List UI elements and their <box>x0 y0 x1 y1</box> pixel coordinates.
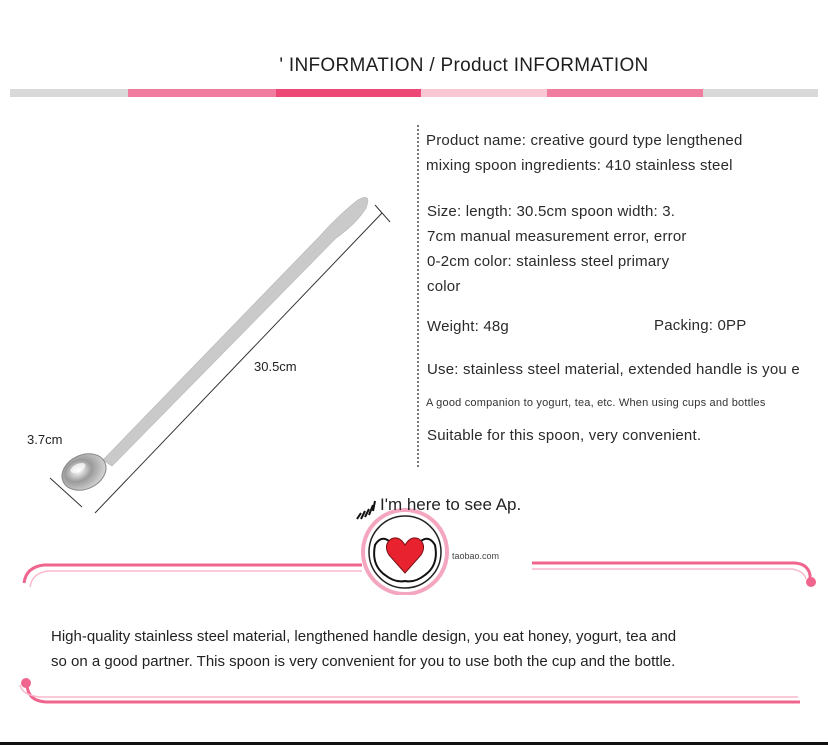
length-dimension-line <box>95 213 382 513</box>
companion-spec: A good companion to yogurt, tea, etc. When using cups and bottles <box>426 397 766 409</box>
pink-frame-top-right <box>532 563 810 581</box>
size-line: Size: length: 30.5cm spoon width: 3. <box>427 203 676 220</box>
length-dimension-tick <box>375 205 390 222</box>
product-name-line: Product name: creative gourd type lengthened <box>426 132 743 149</box>
badge-source: taobao.com <box>452 551 500 561</box>
packing-spec: Packing: 0PP <box>654 317 747 334</box>
scribble-icon <box>357 501 375 519</box>
pink-frame-bottom <box>27 685 800 702</box>
dotted-divider <box>417 125 419 467</box>
pink-frame-top-left <box>24 565 362 583</box>
color-bar-segment <box>276 89 421 97</box>
suitable-spec: Suitable for this spoon, very convenient. <box>427 427 702 444</box>
color-bar-segment <box>10 89 128 97</box>
pink-frame-top-shadow <box>532 569 806 579</box>
use-spec: Use: stainless steel material, extended handle is you e <box>427 361 800 378</box>
size-line: color <box>427 278 461 295</box>
size-line: 7cm manual measurement error, error <box>427 228 687 245</box>
product-description <box>51 624 811 674</box>
size-line: 0-2cm color: stainless steel primary <box>427 253 670 270</box>
page-title: ' INFORMATION / Product INFORMATION <box>279 55 649 76</box>
pink-frame-top-shadow <box>30 571 362 587</box>
weight-spec: Weight: 48g <box>427 318 509 335</box>
spoon-bowl <box>56 447 112 497</box>
color-bar-segment <box>421 89 547 97</box>
width-label: 3.7cm <box>27 432 63 447</box>
spoon-handle <box>103 197 368 466</box>
pink-frame-bottom-shadow <box>20 685 798 697</box>
size-spec <box>427 199 687 299</box>
pink-frame-dot <box>806 577 816 587</box>
description-line: High-quality stainless steel material, lengthened handle design, you eat honey, yogurt, tea and <box>51 628 677 645</box>
color-bar-segment <box>703 89 818 97</box>
color-bar-segment <box>547 89 703 97</box>
description-line: so on a good partner. This spoon is very convenient for you to use both the cup and the bottle. <box>51 653 676 670</box>
color-bar-segment <box>128 89 276 97</box>
length-label: 30.5cm <box>254 359 297 374</box>
spoon-illustration <box>20 180 410 520</box>
product-name-spec <box>426 128 743 178</box>
color-bar <box>10 89 818 97</box>
product-name-line: mixing spoon ingredients: 410 stainless steel <box>426 157 733 174</box>
badge-caption: I'm here to see Ap. <box>380 495 522 514</box>
